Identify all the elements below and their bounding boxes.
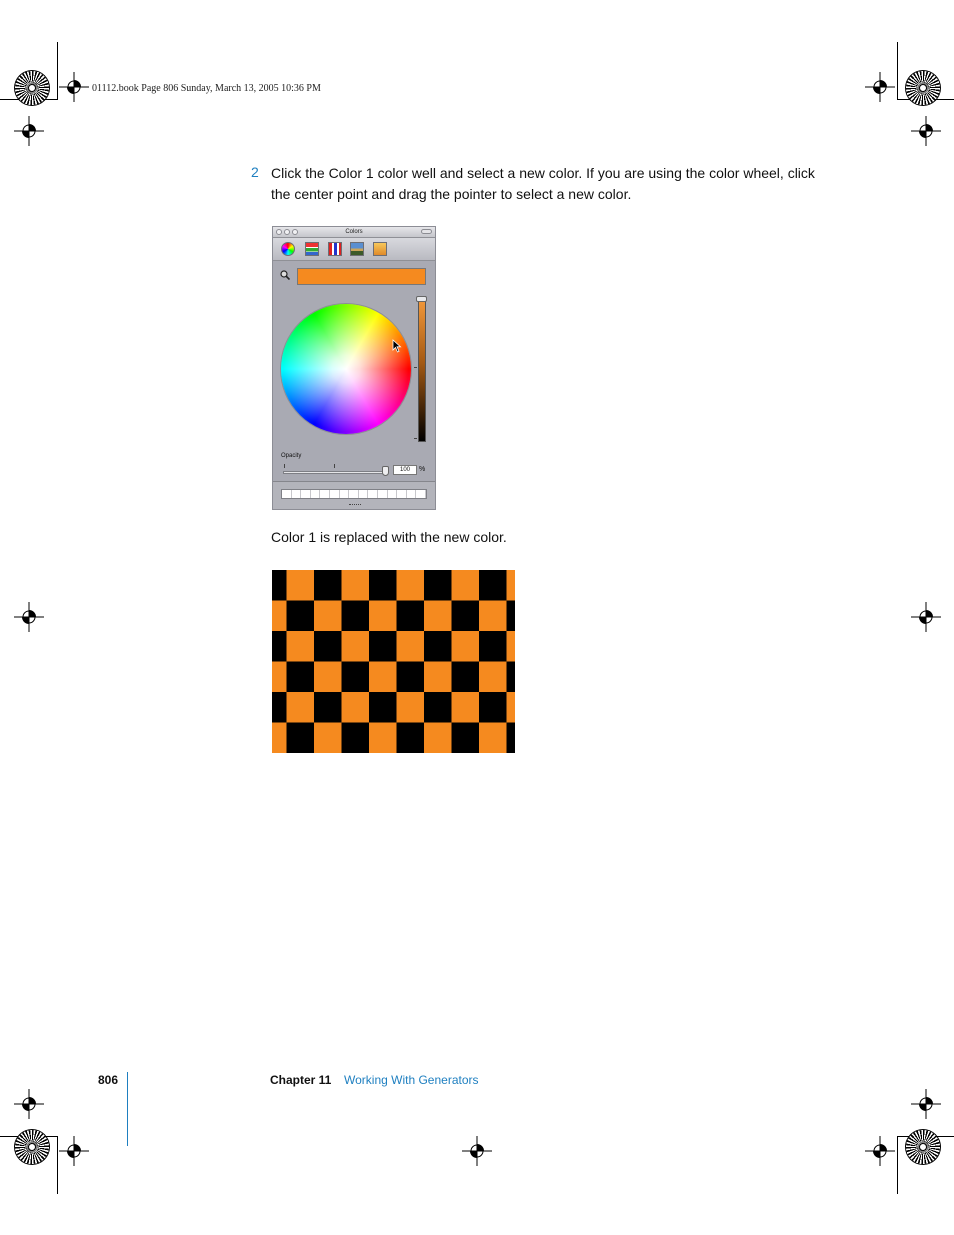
toolbar-toggle-button[interactable] xyxy=(421,229,432,234)
checker-cell xyxy=(369,570,397,601)
checker-cell xyxy=(272,631,287,662)
color-wheel[interactable] xyxy=(281,304,411,434)
step-text: Click the Color 1 color well and select a new color. If you are using the color wheel, click the center point and drag the pointer to select a new color. xyxy=(271,165,815,202)
checker-cell xyxy=(369,631,397,662)
checker-cell xyxy=(479,570,507,601)
crop-mark xyxy=(57,1136,58,1194)
page-number: 806 xyxy=(98,1073,119,1087)
checker-cell xyxy=(342,601,370,632)
registration-crosshair-icon xyxy=(59,72,89,102)
checker-cell xyxy=(507,631,516,662)
checker-cell xyxy=(369,692,397,723)
checker-cell xyxy=(287,692,315,723)
swatch-tray xyxy=(273,481,435,510)
slider-tick xyxy=(284,464,285,468)
checker-cell xyxy=(272,570,287,601)
registration-starburst-icon xyxy=(15,1130,49,1164)
opacity-unit: % xyxy=(419,466,426,473)
checker-cell xyxy=(479,601,507,632)
colors-panel xyxy=(272,226,436,510)
checker-cell xyxy=(507,570,516,601)
checker-cell xyxy=(479,662,507,693)
checker-cell xyxy=(314,570,342,601)
registration-starburst-icon xyxy=(906,71,940,105)
checker-cell xyxy=(424,723,452,754)
opacity-slider[interactable] xyxy=(283,471,387,474)
checker-cell xyxy=(424,692,452,723)
checker-cell xyxy=(397,601,425,632)
checker-cell xyxy=(479,692,507,723)
opacity-label: Opacity xyxy=(281,453,302,459)
registration-starburst-icon xyxy=(906,1130,940,1164)
checker-cell xyxy=(342,662,370,693)
checker-cell xyxy=(314,601,342,632)
slider-tick xyxy=(414,367,417,368)
registration-crosshair-icon xyxy=(14,116,44,146)
registration-starburst-icon xyxy=(15,71,49,105)
registration-crosshair-icon xyxy=(911,1089,941,1119)
image-palettes-icon[interactable] xyxy=(350,242,364,256)
registration-crosshair-icon xyxy=(14,1089,44,1119)
checker-cell xyxy=(452,662,480,693)
checker-cell xyxy=(314,631,342,662)
checker-cell xyxy=(507,723,516,754)
slider-tick xyxy=(414,438,417,439)
color-wheel-icon[interactable] xyxy=(281,242,295,256)
checker-cell xyxy=(424,662,452,693)
checker-cell xyxy=(369,723,397,754)
checker-cell xyxy=(342,692,370,723)
checker-cell xyxy=(342,631,370,662)
registration-crosshair-icon xyxy=(865,72,895,102)
opacity-value-field[interactable]: 100 xyxy=(393,465,417,475)
checker-cell xyxy=(369,601,397,632)
checker-cell xyxy=(314,692,342,723)
opacity-slider-thumb[interactable] xyxy=(382,466,389,476)
checker-cell xyxy=(479,723,507,754)
registration-crosshair-icon xyxy=(911,602,941,632)
current-color-swatch[interactable] xyxy=(297,268,426,285)
footer-rule xyxy=(127,1072,128,1146)
checker-cell xyxy=(452,723,480,754)
checkerboard-image xyxy=(272,570,515,753)
checker-cell xyxy=(452,601,480,632)
checker-cell xyxy=(397,631,425,662)
checker-cell xyxy=(287,631,315,662)
registration-crosshair-icon xyxy=(911,116,941,146)
checker-cell xyxy=(287,662,315,693)
checker-cell xyxy=(424,631,452,662)
checker-cell xyxy=(272,601,287,632)
slider-tick xyxy=(334,464,335,468)
checker-cell xyxy=(397,662,425,693)
checker-cell xyxy=(424,570,452,601)
checker-cell xyxy=(452,692,480,723)
checker-cell xyxy=(342,570,370,601)
checker-cell xyxy=(479,631,507,662)
checker-cell xyxy=(507,692,516,723)
checker-cell xyxy=(314,662,342,693)
chapter-label: Chapter 11 xyxy=(270,1073,332,1087)
checker-cell xyxy=(424,601,452,632)
brightness-slider-knob[interactable] xyxy=(416,296,427,302)
result-paragraph: Color 1 is replaced with the new color. xyxy=(271,529,507,545)
checker-cell xyxy=(272,692,287,723)
print-slug: 01112.book Page 806 Sunday, March 13, 2005 10:36 PM xyxy=(92,83,321,94)
checker-cell xyxy=(314,723,342,754)
registration-crosshair-icon xyxy=(865,1136,895,1166)
registration-crosshair-icon xyxy=(14,602,44,632)
crop-mark xyxy=(897,1136,898,1194)
step-number: 2 xyxy=(251,164,259,180)
checker-cell xyxy=(272,662,287,693)
checker-cell xyxy=(507,601,516,632)
crop-mark xyxy=(57,42,58,100)
magnifier-icon[interactable] xyxy=(280,270,290,280)
color-palettes-icon[interactable] xyxy=(328,242,342,256)
colors-panel-toolbar xyxy=(273,238,435,261)
brightness-slider[interactable] xyxy=(418,296,426,442)
checker-cell xyxy=(272,723,287,754)
registration-crosshair-icon xyxy=(462,1136,492,1166)
resize-grip-icon[interactable] xyxy=(349,504,361,506)
checker-cell xyxy=(452,570,480,601)
colors-panel-titlebar xyxy=(273,227,435,238)
checker-cell xyxy=(369,662,397,693)
checker-cell xyxy=(287,570,315,601)
crayons-icon[interactable] xyxy=(373,242,387,256)
swatch-cells[interactable] xyxy=(281,489,427,499)
checker-cell xyxy=(397,723,425,754)
pointer-cursor-icon xyxy=(392,339,402,353)
crop-mark xyxy=(897,42,898,100)
checker-cell xyxy=(342,723,370,754)
registration-crosshair-icon xyxy=(59,1136,89,1166)
checker-cell xyxy=(397,692,425,723)
checker-cell xyxy=(507,662,516,693)
checker-cell xyxy=(452,631,480,662)
checker-cell xyxy=(397,570,425,601)
checker-cell xyxy=(287,601,315,632)
chapter-title: Working With Generators xyxy=(344,1073,479,1087)
colors-panel-title: Colors xyxy=(345,229,363,235)
color-sliders-icon[interactable] xyxy=(305,242,319,256)
checker-cell xyxy=(287,723,315,754)
